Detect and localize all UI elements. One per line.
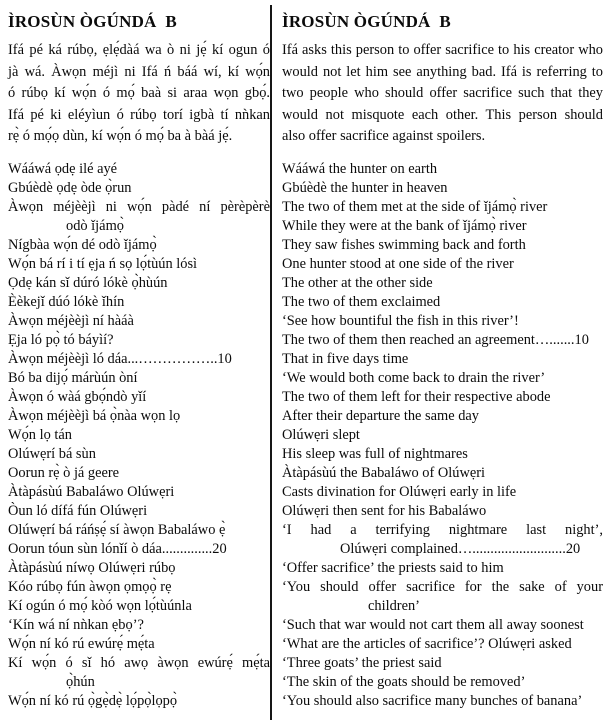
verse-line: Wọ́n bá rí i tí ẹja ń sọ lọ́tùún lósì — [8, 255, 198, 272]
verse-line: Òun ló dífá fún Olúwẹri — [8, 502, 148, 519]
verse-line: Casts divination for Olúwẹri early in life — [282, 483, 517, 500]
intro-line: Ifá pé ki eléyìun ó rúbọ torí igbà tí nǹkan — [8, 106, 270, 123]
verse-line: Olúwẹri slept — [282, 426, 360, 443]
verse-line: ‘I had a terrifying nightmare last night’, — [282, 521, 603, 538]
english-intro-paragraph — [282, 40, 603, 148]
yoruba-intro-paragraph — [8, 40, 270, 148]
verse-line: The two of them then reached an agreement….......10 — [282, 331, 589, 348]
verse-line: Àwọn méjèèjì ni wọ́n pàdé ní pèrèpèrè — [8, 198, 270, 215]
verse-line: Nígbàa wọ́n dé odò ǐjámọ̀ — [8, 236, 157, 253]
verse-line: While they were at the bank of ǐjámọ̀ river — [282, 217, 527, 234]
verse-line: The two of them exclaimed — [282, 293, 441, 310]
verse-line: Gbúèdè the hunter in heaven — [282, 179, 448, 196]
english-column — [282, 0, 603, 711]
yoruba-column — [8, 0, 270, 711]
verse-line: Èèkejǐ dúó lókè ǐhín — [8, 293, 125, 310]
verse-line: Ẹja ló pọ̀ tó báyìí? — [8, 331, 114, 348]
verse-line: Kí ogún ó mọ́ kòó wọn lọ́tùúnla — [8, 597, 192, 614]
verse-line: ‘You should offer sacrifice for the sake of your — [282, 578, 603, 595]
verse-line: Àwọn méjèèjì ní hàáà — [8, 312, 134, 329]
verse-line: Àwọn méjèèjì bá ọ̀nàa wọn lọ — [8, 407, 181, 424]
intro-line: would not misquote each other. This person should — [282, 106, 603, 123]
intro-line: rẹ̀ ó mọ́ọ dùn, kí wọ́n ó mọ́ ba à bàá jẹ́. — [8, 128, 233, 145]
verse-line: Wọ́n ní kó rú ọ̀gẹ̀dẹ̀ lọ́pọ̀lọpọ̀ — [8, 692, 178, 709]
verse-line: The other at the other side — [282, 274, 433, 291]
verse-line: ‘Offer sacrifice’ the priests said to him — [282, 559, 504, 576]
verse-line: Oorun rẹ̀ ò já geere — [8, 464, 120, 481]
verse-line: Wááwá ọdẹ ilé ayé — [8, 160, 118, 177]
verse-line: Bó ba dijọ́ márùún òní — [8, 369, 138, 386]
verse-line: Oorun tóun sùn lónǐí ò dáa..............20 — [8, 540, 227, 557]
english-verse — [282, 160, 603, 711]
verse-line: ‘You should also sacrifice many bunches of banana’ — [282, 692, 583, 709]
verse-line: The two of them left for their respective abode — [282, 388, 551, 405]
verse-line: Kí wọ́n ó sǐ hó awọ àwọn ewúrẹ́ mẹ́ta — [8, 654, 270, 671]
verse-line: Àwọn ó wàá gbọ́ndò yǐí — [8, 388, 147, 405]
verse-line: ọ̀hún — [66, 673, 95, 690]
intro-line: ó rúbọ kí wọ́n ó mọ́ baà si araa wọn gbọ́. — [8, 85, 270, 102]
intro-line: jà wá. Àwọn méjì ni Ifá ń báá wí, kí wọ́n — [8, 63, 270, 80]
column-divider-rule — [270, 5, 272, 720]
verse-line: ‘Such that war would not cart them all away soonest — [282, 616, 584, 633]
yoruba-column-title: ÌROSÙN ÒGÚNDÁ B — [8, 12, 177, 31]
verse-line: After their departure the same day — [282, 407, 479, 424]
verse-line: Wọ́n lọ tán — [8, 426, 72, 443]
verse-line: Gbúèdè ọdẹ òde ọ̀run — [8, 179, 132, 196]
verse-line: odò ǐjámọ̀ — [66, 217, 124, 234]
verse-line: Olúwẹri complained…..........................20 — [340, 540, 581, 557]
intro-line: Ifá pé ká rúbọ, ẹlẹ́dàá wa ò ni jẹ́ kí ogun ó — [8, 42, 270, 58]
intro-line: also offer sacrifice against spoilers. — [282, 128, 486, 145]
intro-line: two people who should offer sacrifice such that they — [282, 85, 603, 102]
verse-line: That in five days time — [282, 350, 409, 367]
verse-line: ‘The skin of the goats should be removed’ — [282, 673, 526, 690]
yoruba-verse — [8, 160, 270, 711]
verse-line: Wááwá the hunter on earth — [282, 160, 438, 177]
verse-line: Olúwẹri then sent for his Babaláwo — [282, 502, 487, 519]
verse-line: His sleep was full of nightmares — [282, 445, 468, 462]
verse-line: Àtàpásùú níwọ Olúwẹri rúbọ — [8, 559, 176, 576]
verse-line: Wọ́n ní kó rú ewúrẹ́ mẹ́ta — [8, 635, 155, 652]
verse-line: ‘We would both come back to drain the river’ — [282, 369, 546, 386]
verse-line: Àtàpásùú Babaláwo Olúwẹri — [8, 483, 175, 500]
intro-line: would not let him see anything bad. Ifá is referring to — [282, 63, 603, 80]
verse-line: The two of them met at the side of ǐjámọ̀ river — [282, 198, 548, 215]
verse-line: Ọdẹ kán sǐ dúró lókè ọ̀hùún — [8, 274, 168, 291]
verse-line: children’ — [368, 597, 420, 614]
verse-line: One hunter stood at one side of the river — [282, 255, 514, 272]
verse-line: ‘Three goats’ the priest said — [282, 654, 442, 671]
verse-line: Àtàpásùú the Babaláwo of Olúwẹri — [282, 464, 486, 481]
verse-line: Olúwẹrí bá ráńṣẹ́ sí àwọn Babaláwo ẹ̀ — [8, 521, 226, 538]
verse-line: ‘See how bountiful the fish in this river’! — [282, 312, 519, 329]
intro-line: Ifá asks this person to offer sacrifice to his creator who — [282, 42, 603, 58]
verse-line: Kóo rúbọ fún àwọn ọmọọ̀ rẹ — [8, 578, 172, 595]
verse-line: Olúwẹrí bá sùn — [8, 445, 96, 462]
verse-line: ‘Kín wá ní nǹkan ẹbọ’? — [8, 616, 144, 633]
english-column-title: ÌROSÙN ÒGÚNDÁ B — [282, 12, 451, 31]
verse-line: Àwọn méjèèjì ló dáa...……………..10 — [8, 350, 232, 367]
verse-line: ‘What are the articles of sacrifice’? Olúwẹri asked — [282, 635, 572, 652]
verse-line: They saw fishes swimming back and forth — [282, 236, 526, 253]
